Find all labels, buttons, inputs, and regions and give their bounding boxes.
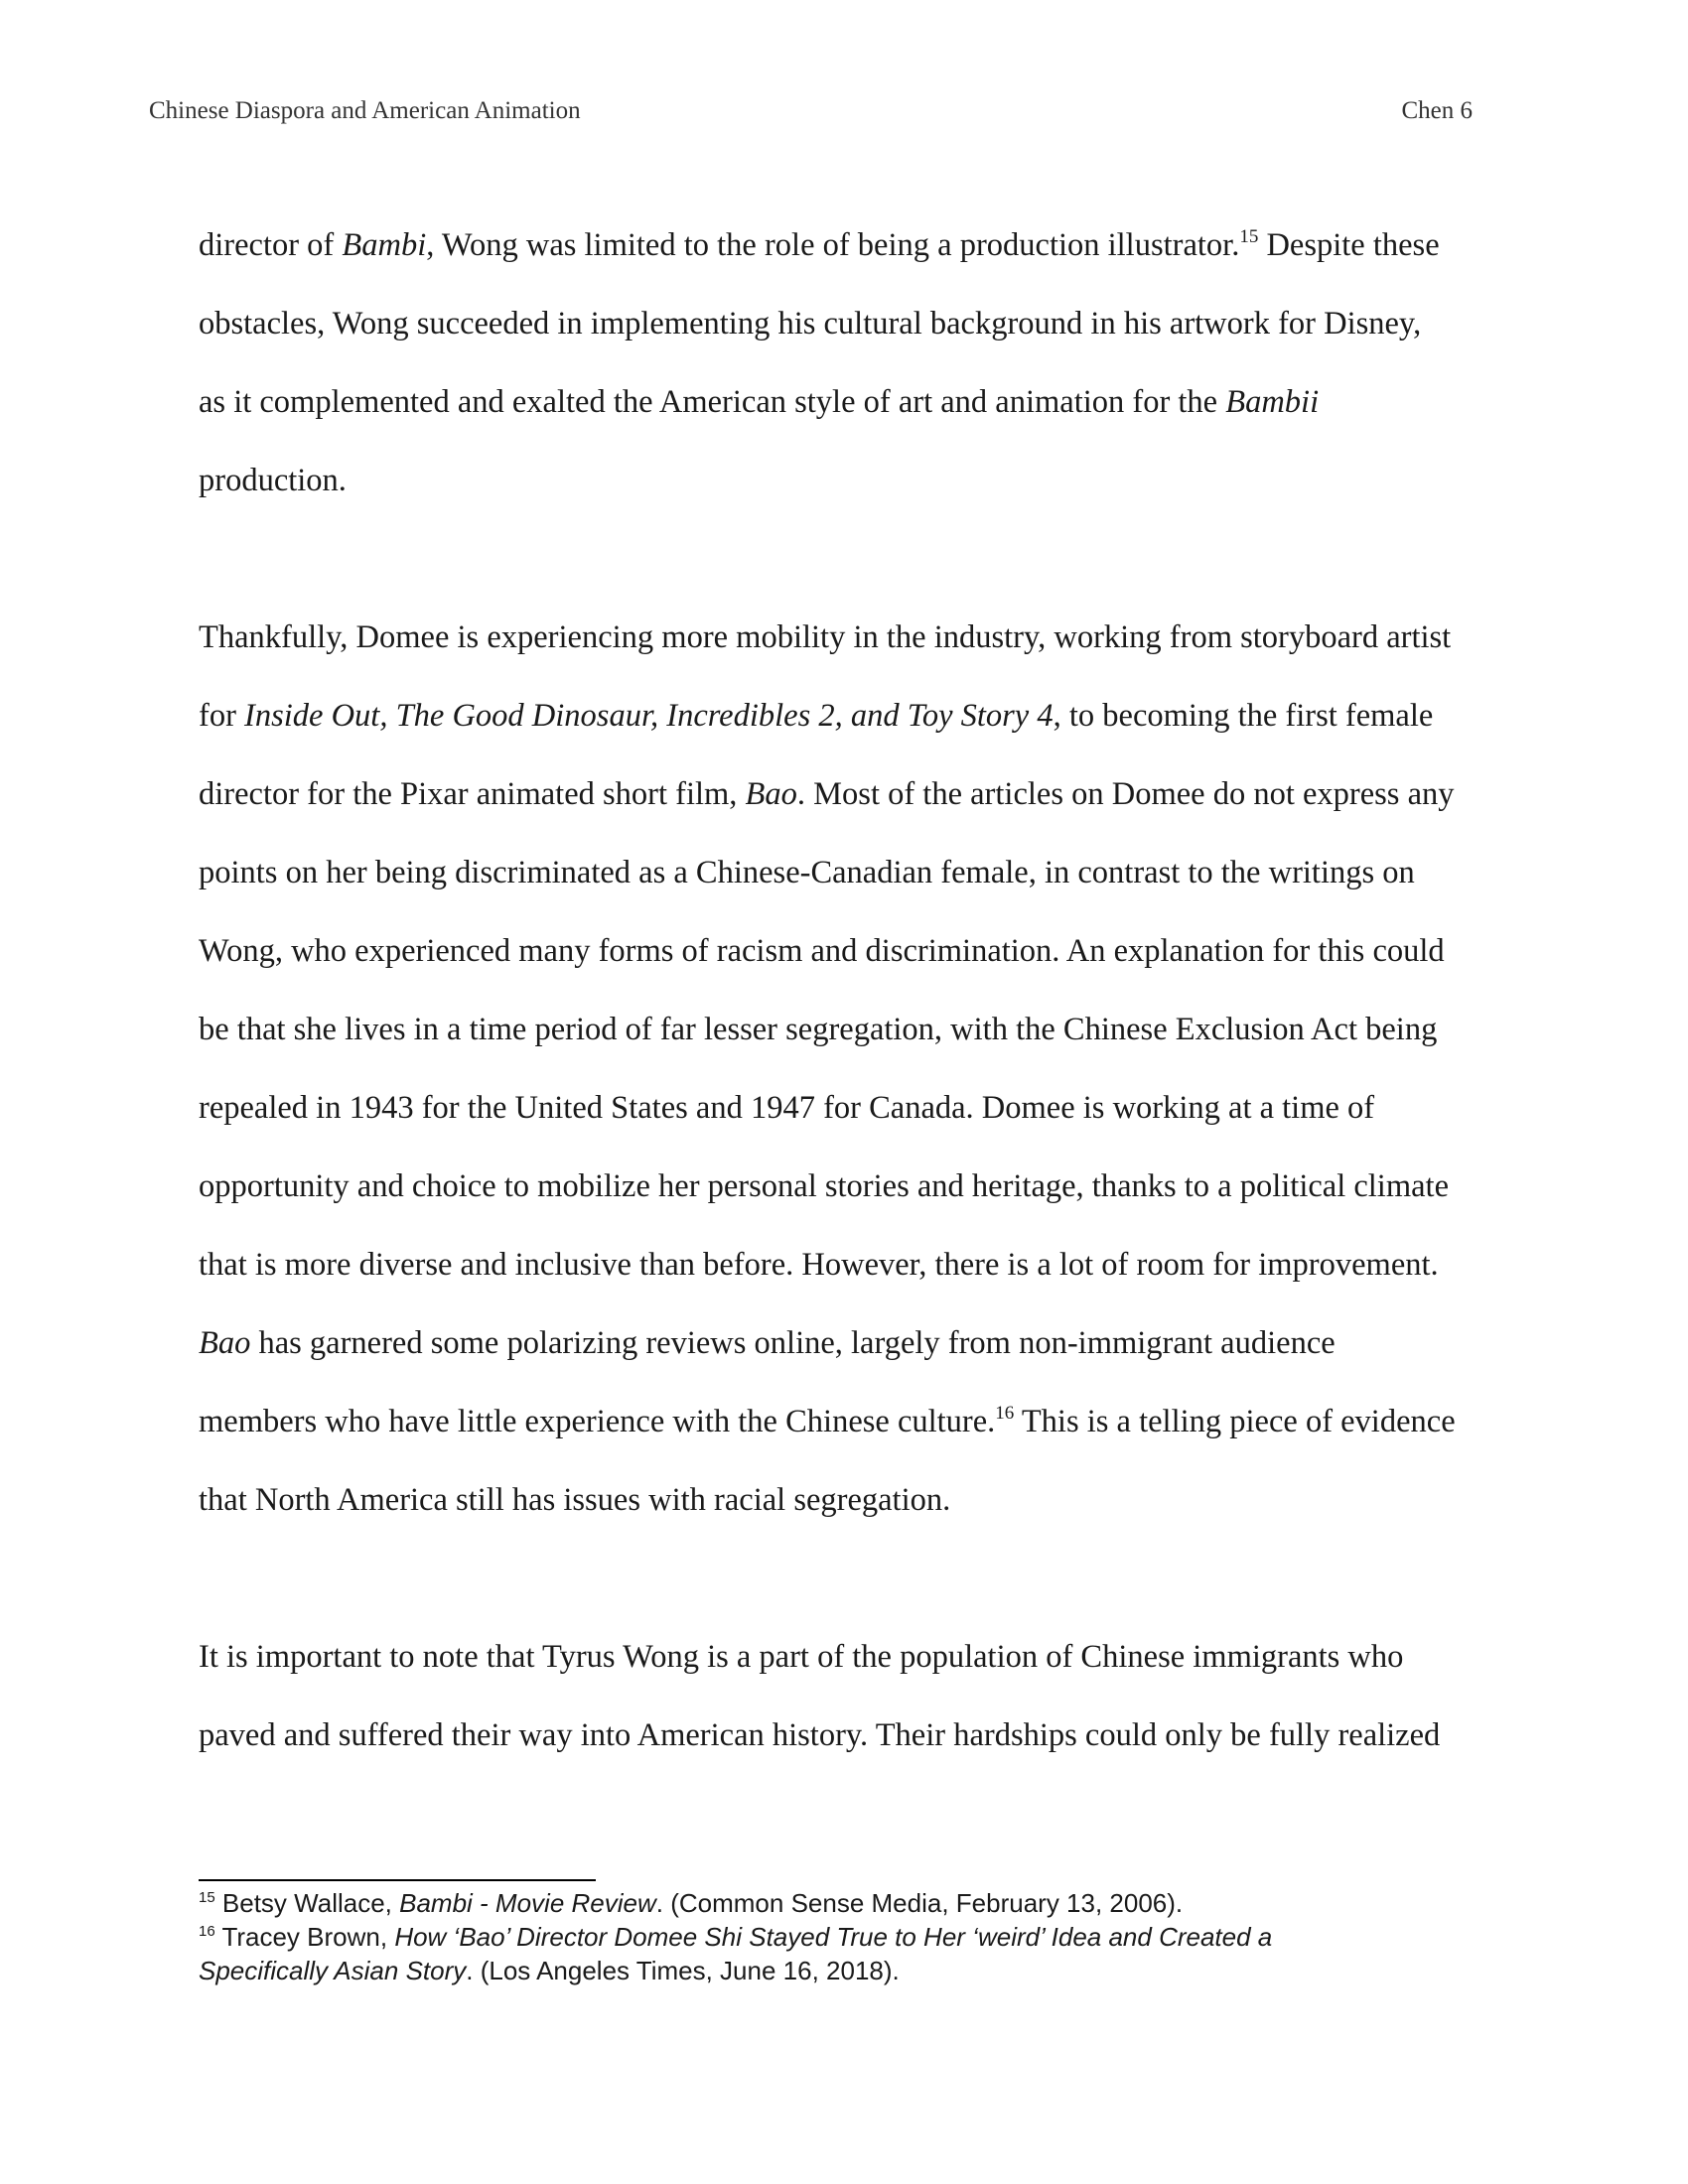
text-line: repealed in 1943 for the United States and 1947 for Canada. Domee is working at a time of — [199, 1090, 1375, 1126]
text-run: Betsy Wallace, — [214, 1888, 400, 1918]
text-line — [199, 363, 1499, 442]
text-run: as it complemented and exalted the American style of art and animation for the — [199, 384, 1226, 420]
footnote-number: 15 — [199, 1889, 215, 1906]
text-run: director for the Pixar animated short film, — [199, 776, 746, 812]
text-line: opportunity and choice to mobilize her personal stories and heritage, thanks to a political climate — [199, 1168, 1449, 1204]
text-run: director of — [199, 227, 343, 263]
text-run: . Most of the articles on Domee do not express any — [796, 776, 1455, 812]
footnotes — [199, 1886, 1479, 1987]
body-text — [199, 206, 1499, 1775]
text-line — [199, 1304, 1499, 1383]
text-run: Despite these — [1258, 227, 1440, 263]
text-line: that is more diverse and inclusive than before. However, there is a lot of room for improvement. — [199, 1247, 1439, 1283]
text-line — [199, 206, 1499, 285]
text-run: , Wong was limited to the role of being a production illustrator. — [426, 227, 1240, 263]
footnote-number: 16 — [199, 1923, 215, 1940]
text-line: production. — [199, 463, 347, 498]
text-run: members who have little experience with the Chinese culture. — [199, 1404, 996, 1439]
paragraph-gap — [199, 520, 1499, 599]
footnote-16-continued — [199, 1954, 1479, 1987]
italic-title: Bao — [745, 776, 797, 812]
italic-title: Specifically Asian Story — [199, 1956, 467, 1985]
page-number: Chen 6 — [1401, 97, 1473, 124]
text-line — [199, 1383, 1499, 1461]
text-line — [199, 677, 1499, 755]
text-line: It is important to note that Tyrus Wong is a part of the population of Chinese immigrants who — [199, 1639, 1404, 1675]
italic-title: Bambi — [342, 227, 427, 263]
text-line: be that she lives in a time period of far lesser segregation, with the Chinese Exclusion Act being — [199, 1012, 1438, 1047]
footnote-15 — [199, 1886, 1479, 1920]
italic-title: Bambi - Movie Review — [399, 1888, 656, 1918]
text-line: Wong, who experienced many forms of racism and discrimination. An explanation for this could — [199, 933, 1445, 969]
running-title: Chinese Diaspora and American Animation — [149, 97, 581, 124]
text-line: that North America still has issues with racial segregation. — [199, 1482, 951, 1518]
text-line: points on her being discriminated as a Chinese-Canadian female, in contrast to the writings on — [199, 855, 1415, 890]
text-line: Thankfully, Domee is experiencing more mobility in the industry, working from storyboard artist — [199, 619, 1452, 655]
footnote-16 — [199, 1920, 1479, 1954]
footnote-ref-15[interactable]: 15 — [1239, 226, 1259, 247]
text-line: obstacles, Wong succeeded in implementing his cultural background in his artwork for Disney, — [199, 306, 1422, 341]
text-run: , to becoming the first female — [1053, 698, 1434, 734]
italic-title: How ‘Bao’ Director Domee Shi Stayed True to Her ‘weird’ Idea and Created a — [394, 1922, 1273, 1952]
text-run: has garnered some polarizing reviews online, largely from non-immigrant audience — [250, 1325, 1336, 1361]
italic-title: Bao — [199, 1325, 251, 1361]
footnote-ref-16[interactable]: 16 — [995, 1403, 1015, 1424]
text-run: . (Los Angeles Times, June 16, 2018). — [466, 1956, 900, 1985]
text-line — [199, 755, 1499, 834]
text-line: paved and suffered their way into American history. Their hardships could only be fully realized — [199, 1717, 1441, 1753]
italic-title: Inside Out, The Good Dinosaur, Incredibles 2, and Toy Story 4 — [244, 698, 1054, 734]
text-run: Tracey Brown, — [214, 1922, 395, 1952]
page-header — [149, 97, 1473, 137]
text-run: . (Common Sense Media, February 13, 2006). — [655, 1888, 1184, 1918]
footnote-separator — [199, 1879, 596, 1881]
paragraph-gap — [199, 1540, 1499, 1618]
text-run: This is a telling piece of evidence — [1014, 1404, 1456, 1439]
text-run: for — [199, 698, 245, 734]
italic-title: Bambii — [1225, 384, 1320, 420]
